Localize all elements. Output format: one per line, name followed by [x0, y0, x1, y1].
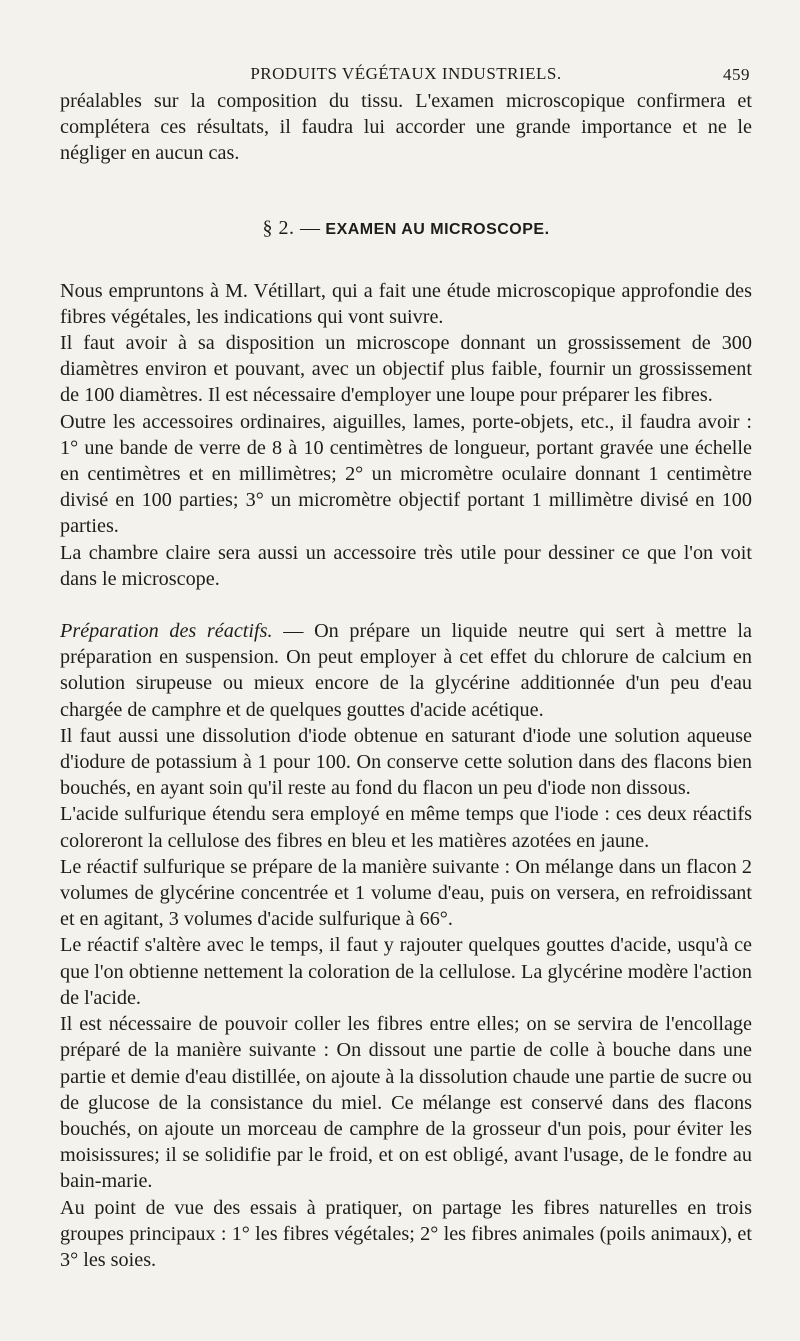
paragraph: Il faut aussi une dissolution d'iode obtenue en saturant d'iode une solution aqueuse d'iodure de potassium à 1 pour 100. On conserve cette solution dans des flacons bien bouchés, en ayant soin qu'il reste au fond du flacon un peu d'iode non dissous. [60, 724, 752, 800]
paragraph: Nous empruntons à M. Vétillart, qui a fait une étude microscopique approfondie des fibres végétales, les indications qui vont suivre. [60, 279, 752, 328]
section-heading [60, 217, 752, 240]
paragraph: Le réactif sulfurique se prépare de la manière suivante : On mélange dans un flacon 2 volumes de glycérine concentrée et 1 volume d'eau, puis on versera, en refroidissant et en agitant, 3 volumes d'acide sulfurique à 66°. [60, 855, 752, 931]
paragraph: Il faut avoir à sa disposition un microscope donnant un grossissement de 300 diamètres environ et pouvant, avec un objectif plus faible, fournir un grossissement de 100 diamètres. Il est nécessaire d'employer une loupe pour préparer les fibres. [60, 332, 752, 407]
paragraph: Il est nécessaire de pouvoir coller les fibres entre elles; on se servira de l'encollage préparé de la manière suivante : On dissout une partie de colle à bouche dans une partie et demie d'eau distillée, on ajoute à la dissolution chaude une partie de sucre ou de glucose de la consistance du miel. Ce mélange est conservé dans des flacons bouchés, on ajoute un morceau de camphre de la grosseur d'un pois, pour éviter les moisissures; il se solidifie par le froid, et on est obligé, avant l'usage, de le fondre au bain-marie. [60, 1013, 753, 1193]
preparation-lead: — On prépare un liquide neutre qui sert à mettre la préparation en suspension. On peut employer à cet effet du chlorure de calcium en solution sirupeuse ou mieux encore de la glycérine additionnée d'un peu d'eau chargée de camphre et de quelques gouttes d'acide acétique. [60, 620, 753, 721]
paragraph: Au point de vue des essais à pratiquer, on partage les fibres naturelles en trois groupes principaux : 1° les fibres végétales; 2° les fibres animales (poils animaux), et 3° les soies. [60, 1196, 752, 1271]
preparation-paragraph [60, 618, 752, 723]
page-number: 459 [723, 65, 750, 84]
paragraph: L'acide sulfurique étendu sera employé en même temps que l'iode : ces deux réactifs coloreront la cellulose des fibres en bleu et les matières azotées en jaune. [60, 803, 752, 852]
paragraph: Le réactif s'altère avec le temps, il faut y rajouter quelques gouttes d'acide, usqu'à ce que l'on obtienne nettement la coloration de la cellulose. La glycérine modère l'action de l'acide. [60, 934, 752, 1009]
section-symbol: § 2. — [262, 216, 321, 239]
paragraph: La chambre claire sera aussi un accessoire très utile pour dessiner ce que l'on voit dans le microscope. [60, 541, 752, 590]
intro-paragraph: préalables sur la composition du tissu. L'examen microscopique confirmera et complétera ces résultats, il faudra lui accorder une grande importance et ne le négliger en aucun cas. [60, 90, 752, 165]
running-header [60, 58, 752, 88]
paragraph: Outre les accessoires ordinaires, aiguilles, lames, porte-objets, etc., il faudra avoir : 1° une bande de verre de 8 à 10 centimètres de longueur, portant gravée une échelle en centimètres et en millimètres; 2° un micromètre oculaire donnant 1 centimètre divisé en 100 parties; 3° un micromètre objectif portant 1 millimètre divisé en 100 parties. [60, 410, 752, 538]
preparation-subtitle: Préparation des réactifs. [60, 620, 273, 643]
running-title: PRODUITS VÉGÉTAUX INDUSTRIELS. [250, 64, 562, 83]
section-title: EXAMEN AU MICROSCOPE. [325, 220, 550, 238]
